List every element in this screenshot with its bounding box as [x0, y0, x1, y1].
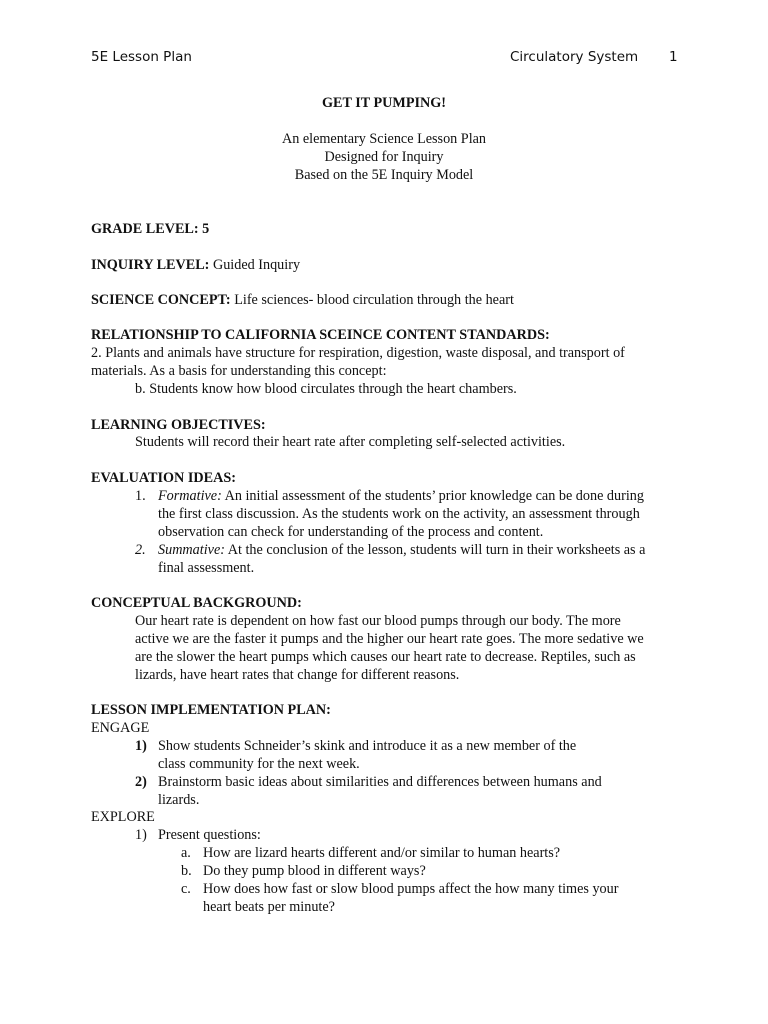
- question-c-letter: c.: [181, 881, 191, 897]
- running-header-left: 5E Lesson Plan: [91, 49, 192, 65]
- page-number: 1: [669, 49, 678, 65]
- evaluation-item-2-line-1: [158, 541, 645, 559]
- subtitle-line-2: Designed for Inquiry: [324, 149, 444, 165]
- question-a-letter: a.: [181, 845, 191, 861]
- evaluation-item-2-term: Summative:: [158, 542, 225, 558]
- evaluation-item-1-text: An initial assessment of the students’ prior knowledge can be done during: [224, 488, 644, 504]
- standards-line-2: materials. As a basis for understanding this concept:: [91, 363, 387, 379]
- inquiry-level-label: INQUIRY LEVEL:: [91, 257, 210, 273]
- objectives-heading: LEARNING OBJECTIVES:: [91, 417, 266, 433]
- evaluation-item-2-text: At the conclusion of the lesson, students will turn in their worksheets as a: [227, 542, 646, 558]
- question-b-text: Do they pump blood in different ways?: [203, 863, 426, 879]
- question-c-line-2: heart beats per minute?: [203, 899, 335, 915]
- document-title: GET IT PUMPING!: [321, 95, 447, 111]
- subtitle-line-3: Based on the 5E Inquiry Model: [294, 167, 474, 183]
- standards-line-3: b. Students know how blood circulates through the heart chambers.: [135, 381, 517, 397]
- background-line-2: active we are the faster it pumps and the higher our heart rate goes. The more sedative we: [135, 631, 644, 647]
- science-concept-value: Life sciences- blood circulation through the heart: [234, 292, 514, 308]
- evaluation-item-1-line-3: observation can check for understanding of the process and content.: [158, 524, 544, 540]
- evaluation-item-1-term: Formative:: [158, 488, 222, 504]
- background-heading: CONCEPTUAL BACKGROUND:: [91, 595, 302, 611]
- inquiry-level-value: Guided Inquiry: [212, 257, 301, 273]
- objectives-line-1: Students will record their heart rate after completing self-selected activities.: [135, 434, 566, 450]
- implementation-heading: LESSON IMPLEMENTATION PLAN:: [91, 702, 331, 718]
- explore-item-1-text: Present questions:: [158, 827, 261, 843]
- explore-label: EXPLORE: [91, 809, 155, 825]
- standards-heading: RELATIONSHIP TO CALIFORNIA SCEINCE CONTENT STANDARDS:: [91, 327, 550, 343]
- engage-item-2-num: 2): [135, 774, 147, 790]
- standards-line-1: 2. Plants and animals have structure for respiration, digestion, waste disposal, and transport of: [91, 345, 625, 361]
- question-b-letter: b.: [181, 863, 192, 879]
- grade-level-heading: GRADE LEVEL: 5: [91, 221, 210, 237]
- engage-item-2-line-2: lizards.: [158, 792, 200, 808]
- evaluation-item-1-line-1: [158, 487, 644, 505]
- evaluation-item-1-line-2: the first class discussion. As the students work on the activity, an assessment through: [158, 506, 640, 522]
- running-header-right: Circulatory System: [510, 49, 639, 65]
- engage-item-1-line-1: Show students Schneider’s skink and introduce it as a new member of the: [158, 738, 577, 754]
- engage-item-1-line-2: class community for the next week.: [158, 756, 360, 772]
- evaluation-heading: EVALUATION IDEAS:: [91, 470, 236, 486]
- explore-item-1-num: 1): [135, 827, 147, 843]
- engage-label: ENGAGE: [91, 720, 150, 736]
- question-c-line-1: How does how fast or slow blood pumps affect the how many times your: [203, 881, 619, 897]
- science-concept-label: SCIENCE CONCEPT:: [91, 292, 231, 308]
- engage-item-1-num: 1): [135, 738, 147, 754]
- evaluation-item-2-num: 2.: [135, 542, 146, 558]
- question-a-text: How are lizard hearts different and/or similar to human hearts?: [203, 845, 561, 861]
- science-concept-row: [91, 291, 514, 309]
- subtitle-line-1: An elementary Science Lesson Plan: [281, 131, 487, 147]
- engage-item-2-line-1: Brainstorm basic ideas about similarities and differences between humans and: [158, 774, 602, 790]
- background-line-3: are the slower the heart pumps which causes our heart rate to decrease. Reptiles, such as: [135, 649, 636, 665]
- evaluation-item-1-num: 1.: [135, 488, 146, 504]
- background-line-4: lizards, have heart rates that change for different reasons.: [135, 667, 460, 683]
- inquiry-level-row: [91, 256, 300, 274]
- background-line-1: Our heart rate is dependent on how fast our blood pumps through our body. The more: [135, 613, 621, 629]
- evaluation-item-2-line-2: final assessment.: [158, 560, 255, 576]
